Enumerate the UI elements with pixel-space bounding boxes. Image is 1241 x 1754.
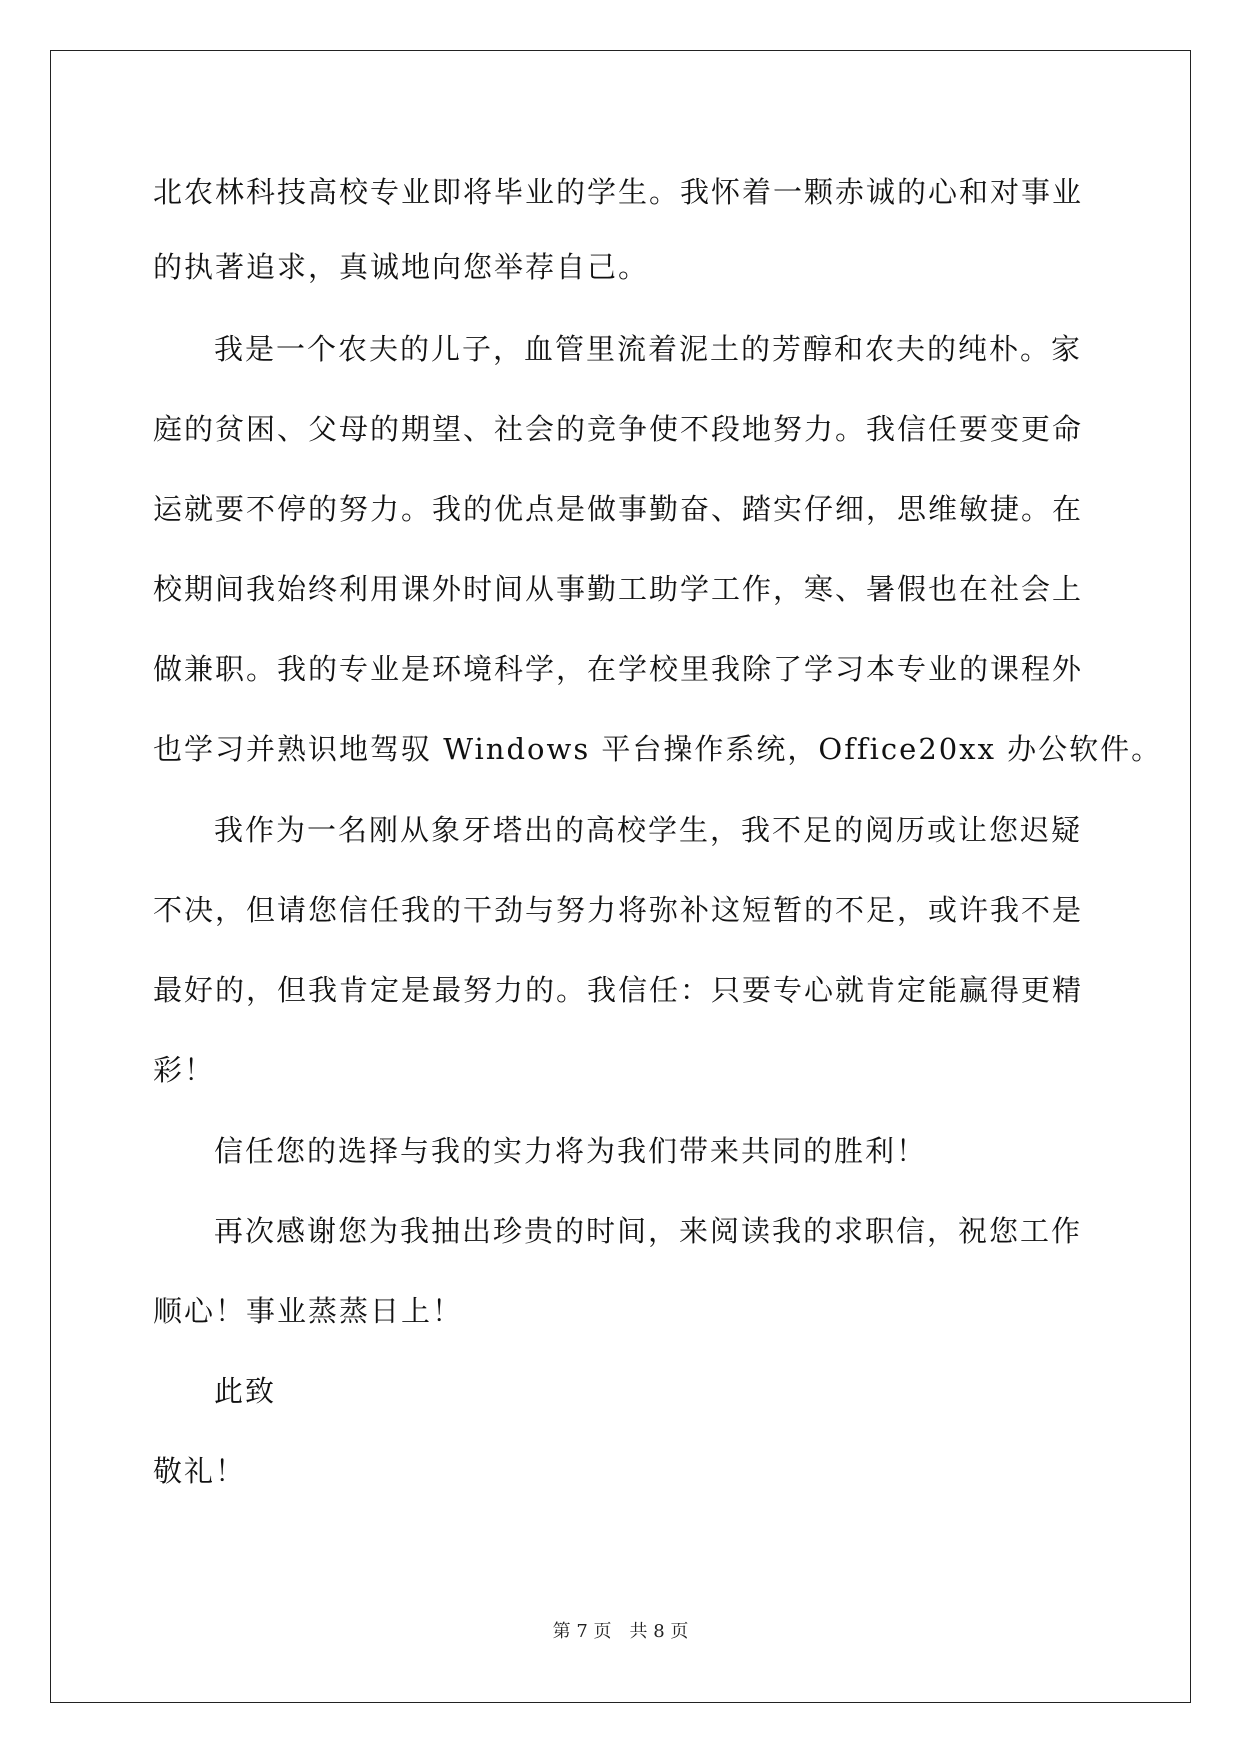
body-text-line: 北农林科技高校专业即将毕业的学生。我怀着一颗赤诚的心和对事业 (153, 175, 1084, 209)
body-text-line: 彩！ (153, 1053, 216, 1087)
paragraph-start-line: 我作为一名刚从象牙塔出的高校学生，我不足的阅历或让您迟疑 (214, 813, 1083, 847)
paragraph-start-line: 我是一个农夫的儿子，血管里流着泥土的芳醇和农夫的纯朴。家 (214, 332, 1083, 366)
body-text-line: 校期间我始终利用课外时间从事勤工助学工作，寒、暑假也在社会上 (153, 572, 1084, 606)
page-number-footer: 第 7 页 共 8 页 (552, 1621, 689, 1642)
body-text-line: 也学习并熟识地驾驭 Windows 平台操作系统，Office20xx 办公软件。 (153, 732, 1163, 766)
body-text-line: 不决，但请您信任我的干劲与努力将弥补这短暂的不足，或许我不是 (153, 893, 1084, 927)
body-text-line: 最好的，但我肯定是最努力的。我信任：只要专心就肯定能赢得更精 (153, 973, 1084, 1007)
body-text-line: 做兼职。我的专业是环境科学，在学校里我除了学习本专业的课程外 (153, 652, 1084, 686)
body-text-line: 的执著追求，真诚地向您举荐自己。 (153, 250, 650, 284)
body-text-line: 运就要不停的努力。我的优点是做事勤奋、踏实仔细，思维敏捷。在 (153, 492, 1084, 526)
paragraph-start-line: 信任您的选择与我的实力将为我们带来共同的胜利！ (214, 1134, 928, 1168)
body-text-line: 庭的贫困、父母的期望、社会的竞争使不段地努力。我信任要变更命 (153, 412, 1084, 446)
body-text-line: 顺心！事业蒸蒸日上！ (153, 1294, 464, 1328)
closing-regards: 敬礼！ (153, 1454, 247, 1488)
paragraph-start-line: 再次感谢您为我抽出珍贵的时间，来阅读我的求职信，祝您工作 (214, 1214, 1083, 1248)
closing-salutation: 此致 (214, 1374, 277, 1408)
